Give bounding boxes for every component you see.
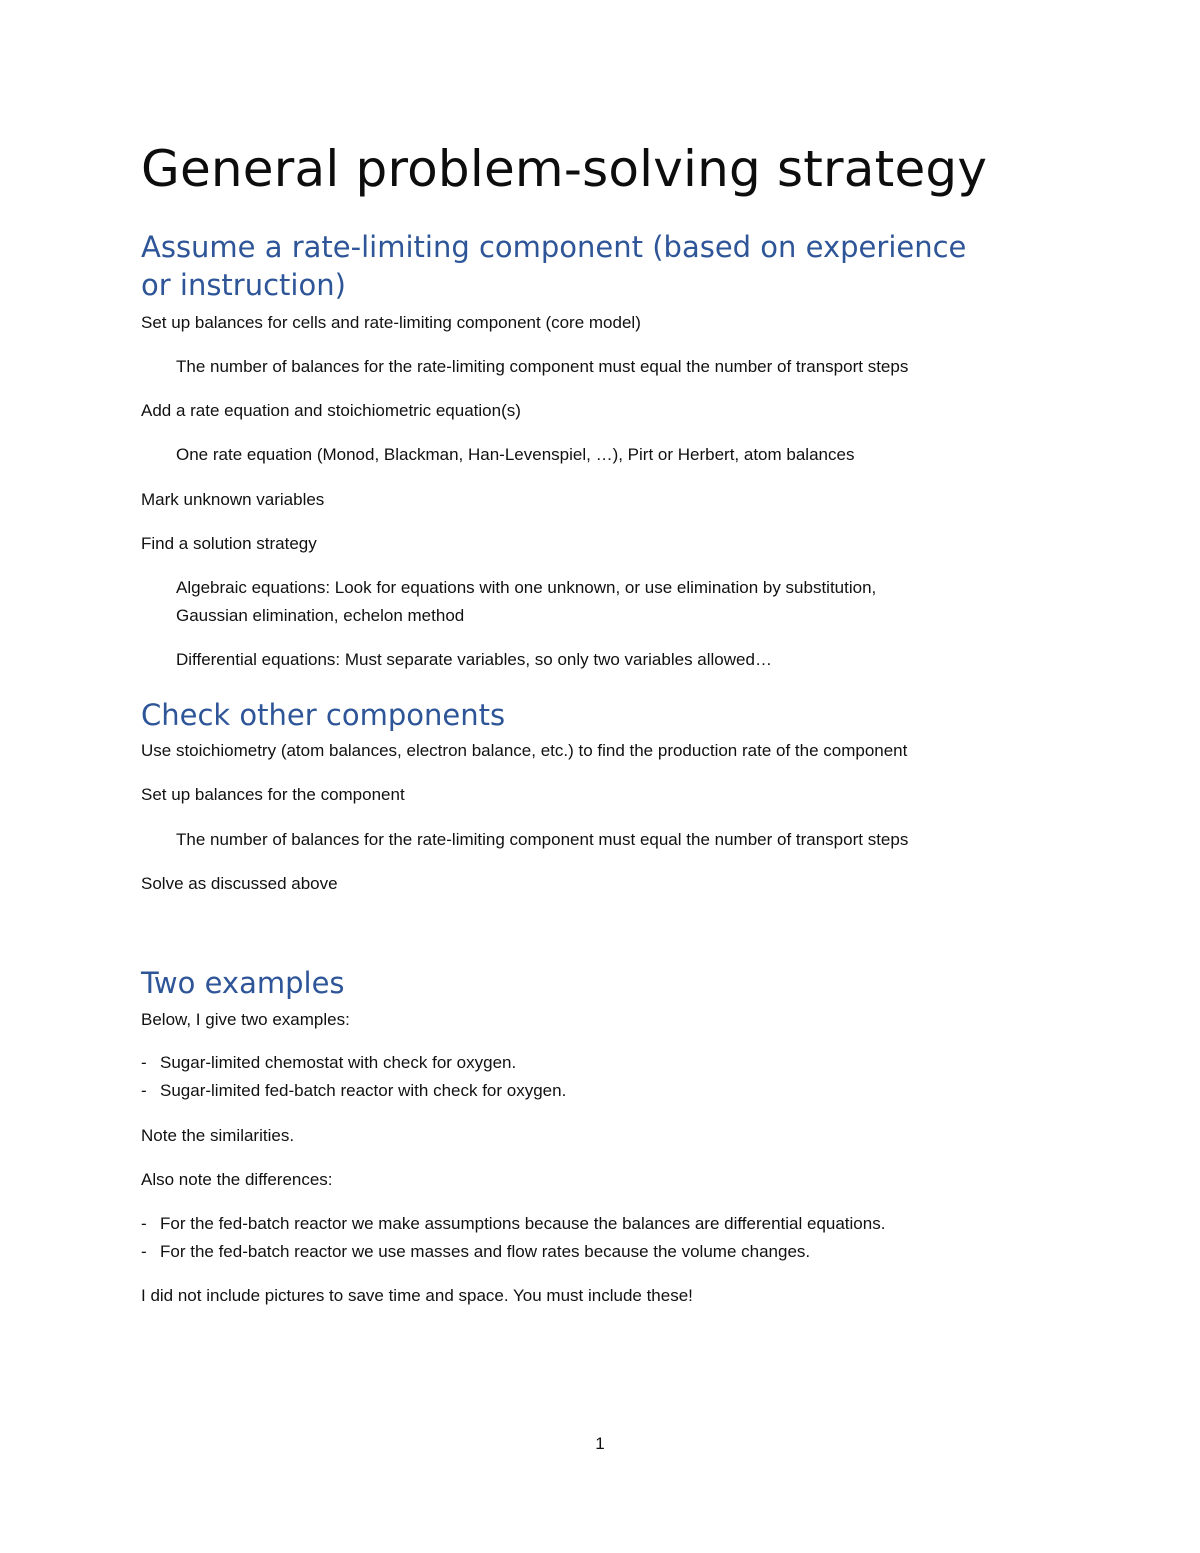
paragraph-line: Algebraic equations: Look for equations with one unknown, or use elimination by substitution, [176, 578, 877, 597]
paragraph: Add a rate equation and stoichiometric equation(s) [141, 401, 521, 420]
page-title: General problem-solving strategy [141, 140, 988, 198]
bullet-marker: - [141, 1053, 147, 1072]
bullet-marker: - [141, 1081, 147, 1100]
paragraph: I did not include pictures to save time and space. You must include these! [141, 1286, 693, 1305]
paragraph-line: Gaussian elimination, echelon method [176, 606, 465, 625]
paragraph: Below, I give two examples: [141, 1010, 350, 1029]
section-heading-examples: Two examples [141, 966, 345, 1000]
bullet-list-examples [141, 1049, 566, 1105]
list-item-text: Sugar-limited chemostat with check for oxygen. [160, 1053, 517, 1072]
paragraph: Solve as discussed above [141, 874, 338, 893]
page-number: 1 [595, 1434, 605, 1453]
indented-paragraph: The number of balances for the rate-limiting component must equal the number of transport steps [176, 830, 909, 849]
paragraph: Also note the differences: [141, 1170, 333, 1189]
list-item [141, 1238, 885, 1266]
section-heading-assume [141, 228, 966, 304]
paragraph: Set up balances for the component [141, 785, 405, 804]
paragraph: Mark unknown variables [141, 490, 325, 509]
bullet-list-differences [141, 1210, 885, 1266]
list-item [141, 1077, 566, 1105]
list-item [141, 1049, 566, 1077]
list-item-text: Sugar-limited fed-batch reactor with check for oxygen. [160, 1081, 567, 1100]
paragraph: Set up balances for cells and rate-limiting component (core model) [141, 313, 641, 332]
indented-paragraph: The number of balances for the rate-limiting component must equal the number of transport steps [176, 357, 909, 376]
bullet-marker: - [141, 1242, 147, 1261]
section-heading-line: or instruction) [141, 268, 346, 302]
indented-paragraph: Differential equations: Must separate variables, so only two variables allowed… [176, 650, 772, 669]
paragraph: Find a solution strategy [141, 534, 317, 553]
section-heading-line: Assume a rate-limiting component (based on experience [141, 230, 967, 264]
list-item [141, 1210, 885, 1238]
paragraph: Note the similarities. [141, 1126, 295, 1145]
indented-paragraph: One rate equation (Monod, Blackman, Han-Levenspiel, …), Pirt or Herbert, atom balances [176, 445, 855, 464]
indented-paragraph [176, 574, 876, 630]
section-heading-check: Check other components [141, 698, 506, 732]
list-item-text: For the fed-batch reactor we use masses and flow rates because the volume changes. [160, 1242, 811, 1261]
list-item-text: For the fed-batch reactor we make assumptions because the balances are differential equations. [160, 1214, 886, 1233]
bullet-marker: - [141, 1214, 147, 1233]
paragraph: Use stoichiometry (atom balances, electron balance, etc.) to find the production rate of the component [141, 741, 908, 760]
